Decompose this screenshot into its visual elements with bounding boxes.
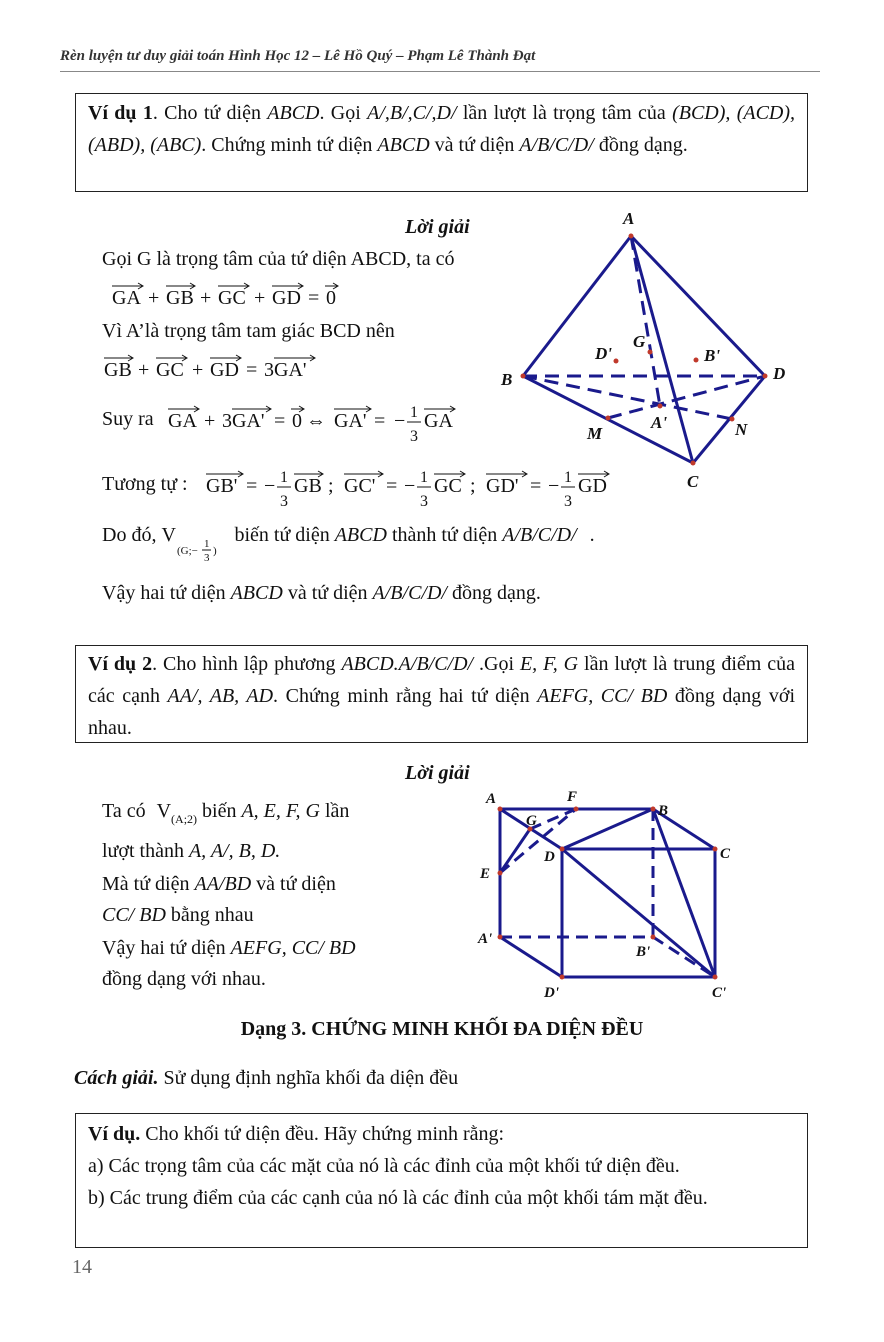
svg-text:+: + (192, 359, 204, 381)
svg-text:1: 1 (280, 469, 288, 486)
solution2-line4: CC/ BD bằng nhau (102, 904, 254, 926)
example1-box (75, 93, 808, 192)
cube-label-E: E (480, 866, 491, 882)
method-label: Cách giải. (74, 1067, 159, 1089)
svg-text:GA: GA (112, 287, 141, 309)
svg-text:−: − (404, 475, 416, 497)
svg-text:1: 1 (410, 404, 418, 421)
vector-equation-3 (166, 395, 466, 455)
solution1-line1: Gọi G là trọng tâm của tứ diện ABCD, ta có (102, 248, 455, 270)
svg-text:+: + (204, 410, 216, 432)
cube-label-G: G (526, 813, 537, 829)
svg-text:+: + (148, 287, 160, 309)
svg-text:GB: GB (104, 359, 132, 381)
svg-text:): ) (213, 545, 218, 557)
vertex-label-B: B (501, 370, 513, 389)
svg-text:3: 3 (420, 493, 428, 510)
svg-text:GC': GC' (344, 475, 376, 497)
vector-equation-2 (104, 350, 334, 392)
svg-text:GC: GC (156, 359, 184, 381)
cube-label-D-prime: D' (544, 985, 559, 1001)
svg-text:3: 3 (410, 428, 418, 445)
cube-label-C-prime: C' (712, 985, 727, 1001)
svg-text:3GA': 3GA' (264, 359, 307, 381)
vertex-label-D: D (773, 364, 786, 383)
svg-text:GC: GC (434, 475, 462, 497)
solution1-line3: Vì A’là trọng tâm tam giác BCD nên (102, 320, 395, 342)
solution2-line2: lượt thành A, A/, B, D. (102, 840, 281, 862)
homothety-symbol-2: $V_{(A;2)}$ (156, 800, 198, 826)
svg-text:+: + (200, 287, 212, 309)
cube-label-A-prime: A' (478, 931, 493, 947)
solution1-line7: Do đó, V (G;− 1 3 ) biến tứ diện ABCD thành tứ diện A/B/C/D/ . (102, 524, 595, 547)
svg-text:−: − (394, 410, 406, 432)
cube-label-A: A (486, 791, 497, 807)
example1-text: Ví dụ 1. Cho tứ diện ABCD. Gọi A/,B/,C/,D/ lần lượt là trọng tâm của (BCD), (ACD), (ABD), (ABC). Chứng minh tứ diện ABCD và tứ diện A/B/C/D/ đồng dạng. (88, 102, 796, 156)
solution2-line1: Ta có $V_{(A;2)}$ biến A, E, F, G lần (102, 800, 350, 826)
svg-text:=: = (374, 410, 386, 432)
solution2-line6: đồng dạng với nhau. (102, 968, 266, 990)
cube-label-C: C (720, 846, 731, 862)
equation-svg-1 (112, 278, 352, 314)
svg-text:;: ; (328, 475, 334, 497)
svg-text:=: = (308, 287, 320, 309)
svg-text:3: 3 (280, 493, 288, 510)
point-label-B-prime: B' (704, 346, 721, 365)
vector-equation-1 (112, 278, 352, 320)
svg-text:GB: GB (294, 475, 322, 497)
svg-text:GD: GD (578, 475, 607, 497)
vertex-label-C: C (687, 472, 699, 491)
svg-text:GA: GA (424, 410, 453, 432)
svg-text:GA: GA (168, 410, 197, 432)
vertex-label-A: A (623, 209, 635, 228)
solution2-line5: Vậy hai tứ diện AEFG, CC/ BD (102, 937, 356, 959)
point-label-M: M (587, 424, 603, 443)
tetrahedron-figure (495, 205, 795, 505)
point-label-A-prime: A' (651, 413, 668, 432)
solution2-line3: Mà tứ diện AA/BD và tứ diện (102, 873, 336, 895)
svg-text:0: 0 (326, 287, 336, 309)
svg-text:GB: GB (166, 287, 194, 309)
svg-text:GA': GA' (334, 410, 367, 432)
running-header: Rèn luyện tư duy giải toán Hình Học 12 – Lê Hồ Quý – Phạm Lê Thành Đạt (60, 48, 536, 64)
svg-text:=: = (530, 475, 542, 497)
method-line: Cách giải. Sử dụng định nghĩa khối đa diện đều (74, 1067, 459, 1089)
solution1-line8: Vậy hai tứ diện ABCD và tứ diện A/B/C/D/ đồng dạng. (102, 582, 541, 604)
example1-label: Ví dụ 1 (88, 102, 153, 124)
equation-svg-2 (104, 350, 334, 386)
svg-text:GD: GD (210, 359, 239, 381)
example3-label: Ví dụ. (88, 1123, 141, 1145)
svg-text:=: = (246, 475, 258, 497)
homothety-index-svg (175, 532, 229, 572)
page-number: 14 (72, 1256, 92, 1278)
svg-text:−: − (548, 475, 560, 497)
cube-label-B: B (658, 803, 669, 819)
solution1-line5: Suy ra (102, 408, 154, 430)
section3-title: Dạng 3. CHỨNG MINH KHỐI ĐA DIỆN ĐỀU (240, 1018, 644, 1040)
point-label-D-prime: D' (595, 344, 612, 363)
cube-figure (470, 785, 750, 1005)
svg-text:3: 3 (204, 552, 210, 564)
cube-label-D: D (544, 849, 555, 865)
svg-text:1: 1 (420, 469, 428, 486)
cube-label-F: F (567, 789, 578, 805)
svg-text:GC: GC (218, 287, 246, 309)
example2-text: Ví dụ 2. Cho hình lập phương ABCD.A/B/C/D/ .Gọi E, F, G lần lượt là trung điểm của các cạnh AA/, AB, AD. Chứng minh rằng hai tứ diện AEFG, CC/ BD đồng dạng với nhau. (88, 653, 796, 739)
svg-text:3GA': 3GA' (222, 410, 265, 432)
svg-text:−: − (264, 475, 276, 497)
svg-text:1: 1 (564, 469, 572, 486)
svg-text:0: 0 (292, 410, 302, 432)
point-label-G: G (633, 332, 646, 351)
svg-text:1: 1 (204, 538, 210, 550)
header-rule (60, 71, 820, 72)
svg-text:3: 3 (564, 493, 572, 510)
example3-intro: Ví dụ. Cho khối tứ diện đều. Hãy chứng minh rằng: (88, 1123, 505, 1145)
example3-box (75, 1113, 808, 1248)
svg-text:GD: GD (272, 287, 301, 309)
equation-svg-3 (166, 395, 466, 449)
svg-text:;: ; (470, 475, 476, 497)
svg-text:=: = (386, 475, 398, 497)
example2-box (75, 645, 808, 743)
solution1-line6: Tương tự : (102, 473, 188, 495)
svg-text:=: = (246, 359, 258, 381)
svg-text:(G;−: (G;− (177, 545, 199, 557)
homothety-symbol: V (G;− 1 3 ) (161, 524, 229, 547)
point-label-N: N (735, 420, 748, 439)
solution1-title: Lời giải (405, 216, 470, 238)
svg-text:+: + (138, 359, 150, 381)
svg-text:=: = (274, 410, 286, 432)
svg-text:GD': GD' (486, 475, 519, 497)
example3-item-b: b) Các trung điểm của các cạnh của nó là các đỉnh của một khối tám mặt đều. (88, 1187, 708, 1209)
solution2-title: Lời giải (405, 762, 470, 784)
example3-item-a: a) Các trọng tâm của các mặt của nó là các đỉnh của một khối tứ diện đều. (88, 1155, 680, 1177)
svg-text:GB': GB' (206, 475, 238, 497)
svg-text:⇔: ⇔ (306, 410, 326, 432)
example2-label: Ví dụ 2 (88, 653, 153, 675)
cube-label-B-prime: B' (636, 944, 651, 960)
svg-text:+: + (254, 287, 266, 309)
